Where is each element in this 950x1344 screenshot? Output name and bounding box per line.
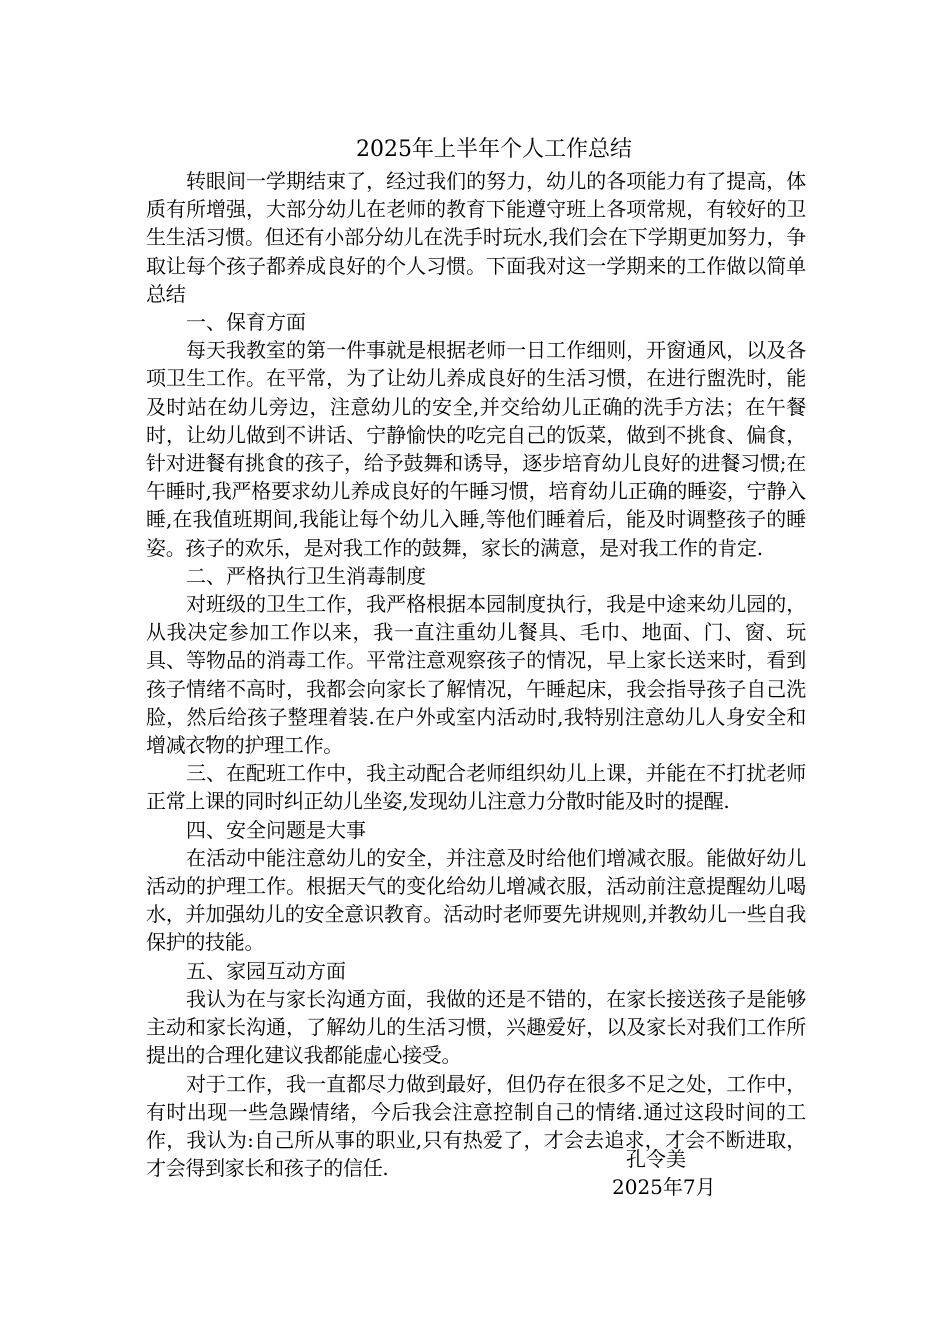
signature-name: 孔令美 [626, 1147, 686, 1171]
conclusion-paragraph: 对于工作，我一直都尽力做到最好，但仍存在很多不足之处，工作中，有时出现一些急躁情绪，今后我会注意控制自己的情绪.通过这段时间的工作，我认为:自己所从事的职业,只有热爱了，才会去追求，才会不断进取，才会得到家长和孩子的信任. [146, 1071, 806, 1181]
section-body-care: 每天我教室的第一件事就是根据老师一日工作细则，开窗通风，以及各项卫生工作。在平常，为了让幼儿养成良好的生活习惯，在进行盥洗时，能及时站在幼儿旁边，注意幼儿的安全,并交给幼儿正确的洗手方法；在午餐时，让幼儿做到不讲话、宁静愉快的吃完自己的饭菜，做到不挑食、偏食，针对进餐有挑食的孩子，给予鼓舞和诱导，逐步培育幼儿良好的进餐习惯;在午睡时,我严格要求幼儿养成良好的午睡习惯，培育幼儿正确的睡姿，宁静入睡,在我值班期间,我能让每个幼儿入睡,等他们睡着后，能及时调整孩子的睡姿。孩子的欢乐，是对我工作的鼓舞，家长的满意，是对我工作的肯定. [146, 338, 806, 560]
section-body-home-school: 我认为在与家长沟通方面，我做的还是不错的，在家长接送孩子是能够主动和家长沟通，了解幼儿的生活习惯，兴趣爱好，以及家长对我们工作所提出的合理化建议我都能虚心接受。 [146, 986, 806, 1068]
section-heading-home-school: 五、家园互动方面 [186, 958, 346, 983]
intro-paragraph: 转眼间一学期结束了，经过我们的努力，幼儿的各项能力有了提高，体质有所增强，大部分幼儿在老师的教育下能遵守班上各项常规，有较好的卫生生活习惯。但还有小部分幼儿在洗手时玩水,我们会在下学期更加努力，争取让每个孩子都养成良好的个人习惯。下面我对这一学期来的工作做以简单总结 [146, 169, 806, 306]
section-body-hygiene: 对班级的卫生工作，我严格根据本园制度执行，我是中途来幼儿园的，从我决定参加工作以来，我一直注重幼儿餐具、毛巾、地面、门、窗、玩具、等物品的消毒工作。平常注意观察孩子的情况，早上家长送来时，看到孩子情绪不高时，我都会向家长了解情况，午睡起床，我会指导孩子自己洗脸，然后给孩子整理着装.在户外或室内活动时,我特别注意幼儿人身安全和增减衣物的护理工作。 [146, 592, 806, 758]
section-heading-hygiene: 二、严格执行卫生消毒制度 [186, 563, 426, 588]
signature-block [612, 1145, 716, 1201]
signature-date: 2025年7月 [612, 1175, 716, 1199]
document-title: 2025年上半年个人工作总结 [356, 137, 632, 162]
section-heading-safety: 四、安全问题是大事 [186, 817, 366, 842]
section-body-safety: 在活动中能注意幼儿的安全，并注意及时给他们增减衣服。能做好幼儿活动的护理工作。根据天气的变化给幼儿增减衣服，活动前注意提醒幼儿喝水，并加强幼儿的安全意识教育。活动时老师要先讲规则,并教幼儿一些自我保护的技能。 [146, 845, 806, 955]
section-body-assisting: 三、在配班工作中，我主动配合老师组织幼儿上课，并能在不打扰老师正常上课的同时纠正幼儿坐姿,发现幼儿注意力分散时能及时的提醒. [146, 761, 806, 814]
document-body [146, 133, 806, 1182]
section-heading-care: 一、保育方面 [186, 310, 306, 335]
